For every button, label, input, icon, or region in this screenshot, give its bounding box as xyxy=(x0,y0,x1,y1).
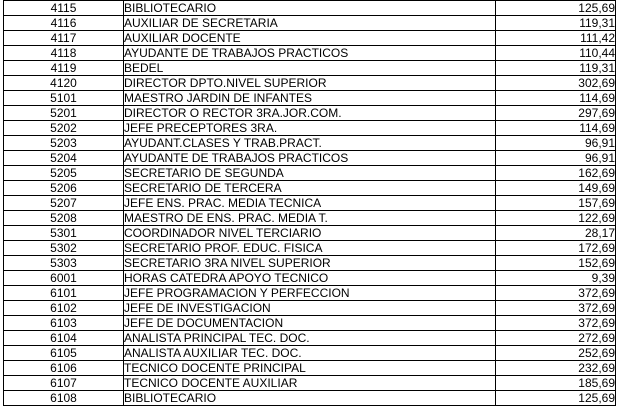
position-title-cell: TECNICO DOCENTE AUXILIAR xyxy=(124,376,496,391)
position-title-cell: SECRETARIO DE TERCERA xyxy=(124,181,496,196)
amount-cell: 172,69 xyxy=(496,241,616,256)
amount-cell: 149,69 xyxy=(496,181,616,196)
table-row xyxy=(4,346,616,361)
position-code-cell: 4115 xyxy=(4,1,124,16)
amount-cell: 114,69 xyxy=(496,121,616,136)
position-title-cell: AYUDANTE DE TRABAJOS PRACTICOS xyxy=(124,151,496,166)
table-row xyxy=(4,136,616,151)
amount-cell: 96,91 xyxy=(496,151,616,166)
table-row xyxy=(4,166,616,181)
table-row xyxy=(4,151,616,166)
amount-cell: 185,69 xyxy=(496,376,616,391)
amount-cell: 272,69 xyxy=(496,331,616,346)
position-code-cell: 5303 xyxy=(4,256,124,271)
position-code-cell: 6106 xyxy=(4,361,124,376)
position-title-cell: ANALISTA PRINCIPAL TEC. DOC. xyxy=(124,331,496,346)
table-row xyxy=(4,181,616,196)
amount-cell: 372,69 xyxy=(496,286,616,301)
position-code-cell: 5201 xyxy=(4,106,124,121)
table-row xyxy=(4,286,616,301)
amount-cell: 119,31 xyxy=(496,16,616,31)
amount-cell: 9,39 xyxy=(496,271,616,286)
position-code-cell: 6103 xyxy=(4,316,124,331)
amount-cell: 232,69 xyxy=(496,361,616,376)
position-title-cell: AYUDANTE DE TRABAJOS PRACTICOS xyxy=(124,46,496,61)
amount-cell: 302,69 xyxy=(496,76,616,91)
table-row xyxy=(4,361,616,376)
position-code-cell: 4116 xyxy=(4,16,124,31)
amount-cell: 372,69 xyxy=(496,301,616,316)
position-title-cell: JEFE DE INVESTIGACION xyxy=(124,301,496,316)
table-row xyxy=(4,31,616,46)
position-title-cell: ANALISTA AUXILIAR TEC. DOC. xyxy=(124,346,496,361)
position-code-cell: 4117 xyxy=(4,31,124,46)
table-row xyxy=(4,91,616,106)
table-row xyxy=(4,16,616,31)
salary-table xyxy=(3,0,616,406)
position-title-cell: HORAS CATEDRA APOYO TECNICO xyxy=(124,271,496,286)
table-row xyxy=(4,226,616,241)
amount-cell: 119,31 xyxy=(496,61,616,76)
position-title-cell: AYUDANT.CLASES Y TRAB.PRACT. xyxy=(124,136,496,151)
position-title-cell: JEFE PRECEPTORES 3RA. xyxy=(124,121,496,136)
position-code-cell: 6105 xyxy=(4,346,124,361)
table-row xyxy=(4,241,616,256)
amount-cell: 110,44 xyxy=(496,46,616,61)
amount-cell: 122,69 xyxy=(496,211,616,226)
position-code-cell: 5205 xyxy=(4,166,124,181)
table-row xyxy=(4,331,616,346)
position-code-cell: 5301 xyxy=(4,226,124,241)
position-code-cell: 5208 xyxy=(4,211,124,226)
amount-cell: 297,69 xyxy=(496,106,616,121)
amount-cell: 114,69 xyxy=(496,91,616,106)
table-row xyxy=(4,271,616,286)
table-row xyxy=(4,106,616,121)
table-row xyxy=(4,76,616,91)
position-title-cell: DIRECTOR O RECTOR 3RA.JOR.COM. xyxy=(124,106,496,121)
table-row xyxy=(4,196,616,211)
table-row xyxy=(4,301,616,316)
position-title-cell: JEFE PROGRAMACION Y PERFECCION xyxy=(124,286,496,301)
position-title-cell: MAESTRO JARDIN DE INFANTES xyxy=(124,91,496,106)
position-code-cell: 5202 xyxy=(4,121,124,136)
position-code-cell: 6104 xyxy=(4,331,124,346)
position-code-cell: 5203 xyxy=(4,136,124,151)
position-code-cell: 4119 xyxy=(4,61,124,76)
amount-cell: 96,91 xyxy=(496,136,616,151)
position-title-cell: AUXILIAR DE SECRETARIA xyxy=(124,16,496,31)
table-row xyxy=(4,61,616,76)
position-code-cell: 6102 xyxy=(4,301,124,316)
position-code-cell: 6101 xyxy=(4,286,124,301)
table-row xyxy=(4,46,616,61)
position-code-cell: 4120 xyxy=(4,76,124,91)
position-title-cell: SECRETARIO DE SEGUNDA xyxy=(124,166,496,181)
salary-table-sheet xyxy=(3,0,616,406)
position-title-cell: COORDINADOR NIVEL TERCIARIO xyxy=(124,226,496,241)
salary-table-body xyxy=(4,1,616,406)
table-row xyxy=(4,256,616,271)
table-row xyxy=(4,316,616,331)
position-title-cell: JEFE ENS. PRAC. MEDIA TECNICA xyxy=(124,196,496,211)
position-title-cell: SECRETARIO 3RA NIVEL SUPERIOR xyxy=(124,256,496,271)
position-code-cell: 5204 xyxy=(4,151,124,166)
position-code-cell: 6107 xyxy=(4,376,124,391)
amount-cell: 162,69 xyxy=(496,166,616,181)
table-row xyxy=(4,376,616,391)
amount-cell: 157,69 xyxy=(496,196,616,211)
table-row xyxy=(4,211,616,226)
table-row xyxy=(4,121,616,136)
position-title-cell: DIRECTOR DPTO.NIVEL SUPERIOR xyxy=(124,76,496,91)
position-code-cell: 5207 xyxy=(4,196,124,211)
amount-cell: 111,42 xyxy=(496,31,616,46)
position-title-cell: JEFE DE DOCUMENTACION xyxy=(124,316,496,331)
position-code-cell: 4118 xyxy=(4,46,124,61)
table-row xyxy=(4,391,616,406)
position-title-cell: AUXILIAR DOCENTE xyxy=(124,31,496,46)
position-title-cell: BEDEL xyxy=(124,61,496,76)
amount-cell: 372,69 xyxy=(496,316,616,331)
position-code-cell: 5206 xyxy=(4,181,124,196)
position-title-cell: TECNICO DOCENTE PRINCIPAL xyxy=(124,361,496,376)
position-title-cell: MAESTRO DE ENS. PRAC. MEDIA T. xyxy=(124,211,496,226)
amount-cell: 125,69 xyxy=(496,391,616,406)
position-code-cell: 5302 xyxy=(4,241,124,256)
position-code-cell: 5101 xyxy=(4,91,124,106)
amount-cell: 125,69 xyxy=(496,1,616,16)
position-title-cell: SECRETARIO PROF. EDUC. FISICA xyxy=(124,241,496,256)
amount-cell: 28,17 xyxy=(496,226,616,241)
amount-cell: 252,69 xyxy=(496,346,616,361)
position-title-cell: BIBLIOTECARIO xyxy=(124,1,496,16)
position-title-cell: BIBLIOTECARIO xyxy=(124,391,496,406)
position-code-cell: 6001 xyxy=(4,271,124,286)
amount-cell: 152,69 xyxy=(496,256,616,271)
position-code-cell: 6108 xyxy=(4,391,124,406)
table-row xyxy=(4,1,616,16)
